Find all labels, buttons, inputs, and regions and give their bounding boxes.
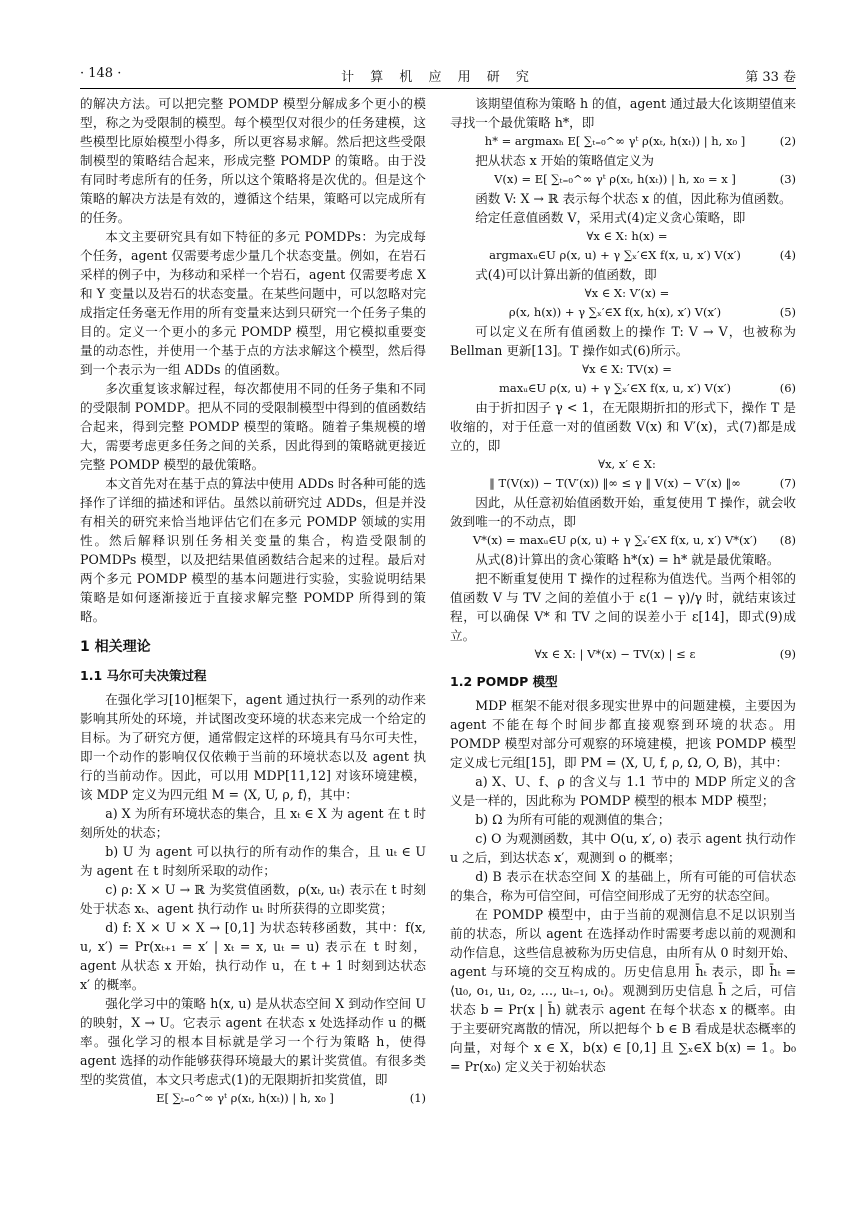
equation: [450, 379, 796, 398]
equation-body: ρ(x, h(x)) + γ ∑ₓ′∈X f(x, h(x), x′) V(x′): [508, 305, 722, 319]
equation-body: ∀x ∈ X: h(x) =: [586, 229, 668, 243]
paragraph: d) f: X × U × X → [0,1] 为状态转移函数，其中：f(x, u, x′) = Pr(xₜ₊₁ = x′ | xₜ = x, uₜ = u) 表示在 t 时刻，agent 从状态 x 开始，执行动作 u，在 t + 1 时刻到达状态 x′ 的概率。: [80, 920, 426, 992]
equation-number: (1): [409, 1091, 426, 1105]
paragraph: a) X 为所有环境状态的集合，且 xₜ ∈ X 为 agent 在 t 时刻所处的状态；: [80, 806, 426, 840]
paragraph: 从式(8)计算出的贪心策略 h*(x) = h* 就是最优策略。: [475, 552, 780, 567]
paragraph: 给定任意值函数 V，采用式(4)定义贪心策略，即: [475, 210, 746, 225]
equation: [450, 170, 796, 189]
page-number: · 148 ·: [80, 66, 122, 81]
paragraph: 本文首先对在基于点的算法中使用 ADDs 时各种可能的选择作了详细的描述和评估。虽然以前研究过 ADDs，但是并没有相关的研究来恰当地评估它们在多元 POMDP 领域的实用性。然后解释识别任务相关变量的集合，构造受限制的 POMDPs 模型，以及把结果值函数结合起来的过程。最后对两个多元 POMDP 模型的基本问题进行实验，实验说明结果策略是如何逐渐接近于直接求解完整 POMDP 所得到的策略。: [80, 476, 427, 624]
header-rule: [80, 88, 796, 89]
left-column: [80, 94, 426, 1108]
equation: [450, 645, 796, 664]
paragraph: b) Ω 为所有可能的观测值的集合；: [475, 812, 671, 827]
paragraph: 多次重复该求解过程，每次都使用不同的任务子集和不同的受限制 POMDP。把从不同的受限制模型中得到的值函数结合起来，得到完整 POMDP 模型的策略。随着子集规模的增大，需要考虑更多任务之间的关系，因此得到的策略就更接近完整 POMDP 模型的最优策略。: [80, 381, 426, 472]
equation: [450, 303, 796, 322]
paragraph: c) ρ: X × U → ℝ 为奖赏值函数，ρ(xₜ, uₜ) 表示在 t 时刻处于状态 xₜ、agent 执行动作 uₜ 时所获得的立即奖赏；: [80, 882, 426, 916]
subsection-heading: 1.1 马尔可夫决策过程: [80, 668, 207, 683]
equation-number: (5): [779, 305, 796, 319]
paragraph: a) X、U、f、ρ 的含义与 1.1 节中的 MDP 所定义的含义是一样的，因此称为 POMDP 模型的根本 MDP 模型；: [450, 774, 796, 808]
equation-line: [450, 284, 796, 303]
paragraph: 把从状态 x 开始的策略值定义为: [475, 153, 655, 168]
paragraph: 由于折扣因子 γ < 1，在无限期折扣的形式下，操作 T 是收缩的，对于任意一对的值函数 V(x) 和 V′(x)，式(7)都是成立的，即: [450, 400, 796, 453]
paragraph: c) O 为观测函数，其中 O(u, x′, o) 表示 agent 执行动作 u 之后，到达状态 x′，观测到 o 的概率；: [450, 831, 796, 865]
paragraph: 把不断重复使用 T 操作的过程称为值迭代。当两个相邻的值函数 V 与 TV 之间的差值小于 ε(1 − γ)/γ 时，就结束该过程，可以确保 V* 和 TV 之间的误差小于 ε[14]，即式(9)成立。: [450, 571, 796, 643]
paragraph: 本文主要研究具有如下特征的多元 POMDPs：为完成每个任务，agent 仅需要考虑少量几个状态变量。例如，在岩石采样的例子中，为移动和采样一个岩石，agent 仅需要考虑 X 和 Y 变量以及岩石的状态变量。在某些问题中，可以忽略对完成指定任务毫无作用的所有变量来达到只研究一个任务子集的目的。定义一个更小的多元 POMDP 模型，用它模拟重要变量的动态性，并使用一个基于点的方法求解这个模型，然后得到一个表示为一组 ADDs 的值函数。: [80, 229, 426, 377]
equation: [450, 531, 796, 550]
equation-line: [450, 227, 796, 246]
equation-body: ∀x ∈ X: V′(x) =: [584, 286, 670, 300]
paragraph: 的解决方法。可以把完整 POMDP 模型分解成多个更小的模型，称之为受限制的模型。每个模型仅对很少的任务建模，这些模型比原始模型小得多，所以更容易求解。然后把这些受限制模型的策略结合起来，形成完整 POMDP 的策略。由于没有同时考虑所有的任务，所以这个策略将是次优的。但是这个策略的解决方法是有效的，遵循这个结果，策略可以完成所有的任务。: [80, 96, 426, 225]
equation-body: ∀x, x′ ∈ X:: [598, 457, 656, 471]
running-header: [80, 66, 796, 86]
equation-number: (3): [779, 172, 796, 186]
equation: [450, 246, 796, 265]
equation-number: (8): [779, 533, 796, 547]
paragraph: 可以定义在所有值函数上的操作 T: V → V，也被称为 Bellman 更新[13]。T 操作如式(6)所示。: [450, 324, 796, 358]
equation-body: ∀x ∈ X: | V*(x) − TV(x) | ≤ ε: [534, 647, 696, 661]
paragraph: b) U 为 agent 可以执行的所有动作的集合，且 uₜ ∈ U 为 agent 在 t 时刻所采取的动作；: [80, 844, 426, 878]
equation-body: argmaxᵤ∈U ρ(x, u) + γ ∑ₓ′∈X f(x, u, x′) V(x′): [489, 248, 741, 262]
equation-body: ‖ T(V(x)) − T(V′(x)) ‖∞ ≤ γ ‖ V(x) − V′(x) ‖∞: [489, 476, 741, 490]
equation-body: V(x) = E[ ∑ₜ₌₀^∞ γᵗ ρ(xₜ, h(xₜ)) | h, x₀ = x ]: [494, 172, 736, 186]
equation-line: [450, 455, 796, 474]
paragraph: 在 POMDP 模型中，由于当前的观测信息不足以识别当前的状态，所以 agent 在选择动作时需要考虑以前的观测和动作信息，这些信息被称为历史信息，由所有从 0 时刻开始、agent 与环境的交互构成的。历史信息用 h̄ₜ 表示，即 h̄ₜ = ⟨u₀, o₁, u₁, o₂, …, uₜ₋₁, oₜ⟩。观测到历史信息 h̄ 之后，可信状态 b = Pr(x | h̄) 就表示 agent 在每个状态 x 的概率。由于主要研究离散的情况，所以把每个 b ∈ B 看成是状态概率的向量，对每个 x ∈ X，b(x) ∈ [0,1] 且 ∑ₓ∈X b(x) = 1。b₀ = Pr(x₀) 定义关于初始状态: [450, 907, 796, 1074]
equation-body: maxᵤ∈U ρ(x, u) + γ ∑ₓ′∈X f(x, u, x′) V(x′): [498, 381, 732, 395]
equation-number: (9): [779, 647, 796, 661]
equation-body: h* = argmaxₕ E[ ∑ₜ₌₀^∞ γᵗ ρ(xₜ, h(xₜ)) | h, x₀ ]: [484, 134, 746, 148]
paragraph: d) B 表示在状态空间 X 的基础上，所有可能的可信状态的集合，称为可信空间，可信空间形成了无穷的状态空间。: [450, 869, 796, 903]
equation-number: (4): [779, 248, 796, 262]
equation: [450, 474, 796, 493]
right-column: [450, 94, 796, 1076]
paragraph: 式(4)可以计算出新的值函数，即: [475, 267, 657, 282]
equation-line: [450, 360, 796, 379]
subsection-heading: 1.2 POMDP 模型: [450, 674, 558, 689]
paragraph: 在强化学习[10]框架下，agent 通过执行一系列的动作来影响其所处的环境，并试图改变环境的状态来完成一个给定的目标。为了研究方便，通常假定这样的环境具有马尔可夫性，即一个动作的影响仅仅依赖于当前的环境状态以及 agent 执行的当前动作。因此，可以用 MDP[11,12] 对该环境建模，该 MDP 定义为四元组 M = ⟨X, U, ρ, f⟩，其中：: [80, 692, 426, 802]
equation-body: E[ ∑ₜ₌₀^∞ γᵗ ρ(xₜ, h(xₜ)) | h, x₀ ]: [156, 1091, 334, 1105]
journal-name: 计 算 机 应 用 研 究: [341, 70, 535, 85]
equation-body: V*(x) = maxᵤ∈U ρ(x, u) + γ ∑ₓ′∈X f(x, u, x′) V*(x′): [472, 533, 758, 547]
paragraph: MDP 框架不能对很多现实世界中的问题建模，主要因为 agent 不能在每个时间步都直接观察到环境的状态。用 POMDP 模型对部分可观察的环境建模，把该 POMDP 模型定义成七元组[15]，即 PM = ⟨X, U, f, ρ, Ω, O, B⟩，其中：: [450, 698, 796, 770]
paragraph: 函数 V: X → ℝ 表示每个状态 x 的值，因此称为值函数。: [475, 191, 792, 206]
section-heading: 1 相关理论: [80, 639, 151, 655]
equation-body: ∀x ∈ X: TV(x) =: [582, 362, 672, 376]
equation-number: (6): [779, 381, 796, 395]
equation-number: (2): [779, 134, 796, 148]
equation: [80, 1089, 426, 1108]
paragraph: 强化学习中的策略 h(x, u) 是从状态空间 X 到动作空间 U 的映射，X → U。它表示 agent 在状态 x 处选择动作 u 的概率。强化学习的根本目标就是学习一个行为策略 h，使得 agent 选择的动作能够获得环境最大的累计奖赏值。有很多类型的奖赏值，本文只考虑式(1)的无限期折扣奖赏值，即: [80, 996, 426, 1087]
equation: [450, 132, 796, 151]
paragraph: 该期望值称为策略 h 的值，agent 通过最大化该期望值来寻找一个最优策略 h*，即: [450, 96, 796, 130]
volume-label: 第 33 卷: [745, 70, 796, 85]
paragraph: 因此，从任意初始值函数开始，重复使用 T 操作，就会收敛到唯一的不动点，即: [450, 495, 796, 529]
equation-number: (7): [779, 476, 796, 490]
